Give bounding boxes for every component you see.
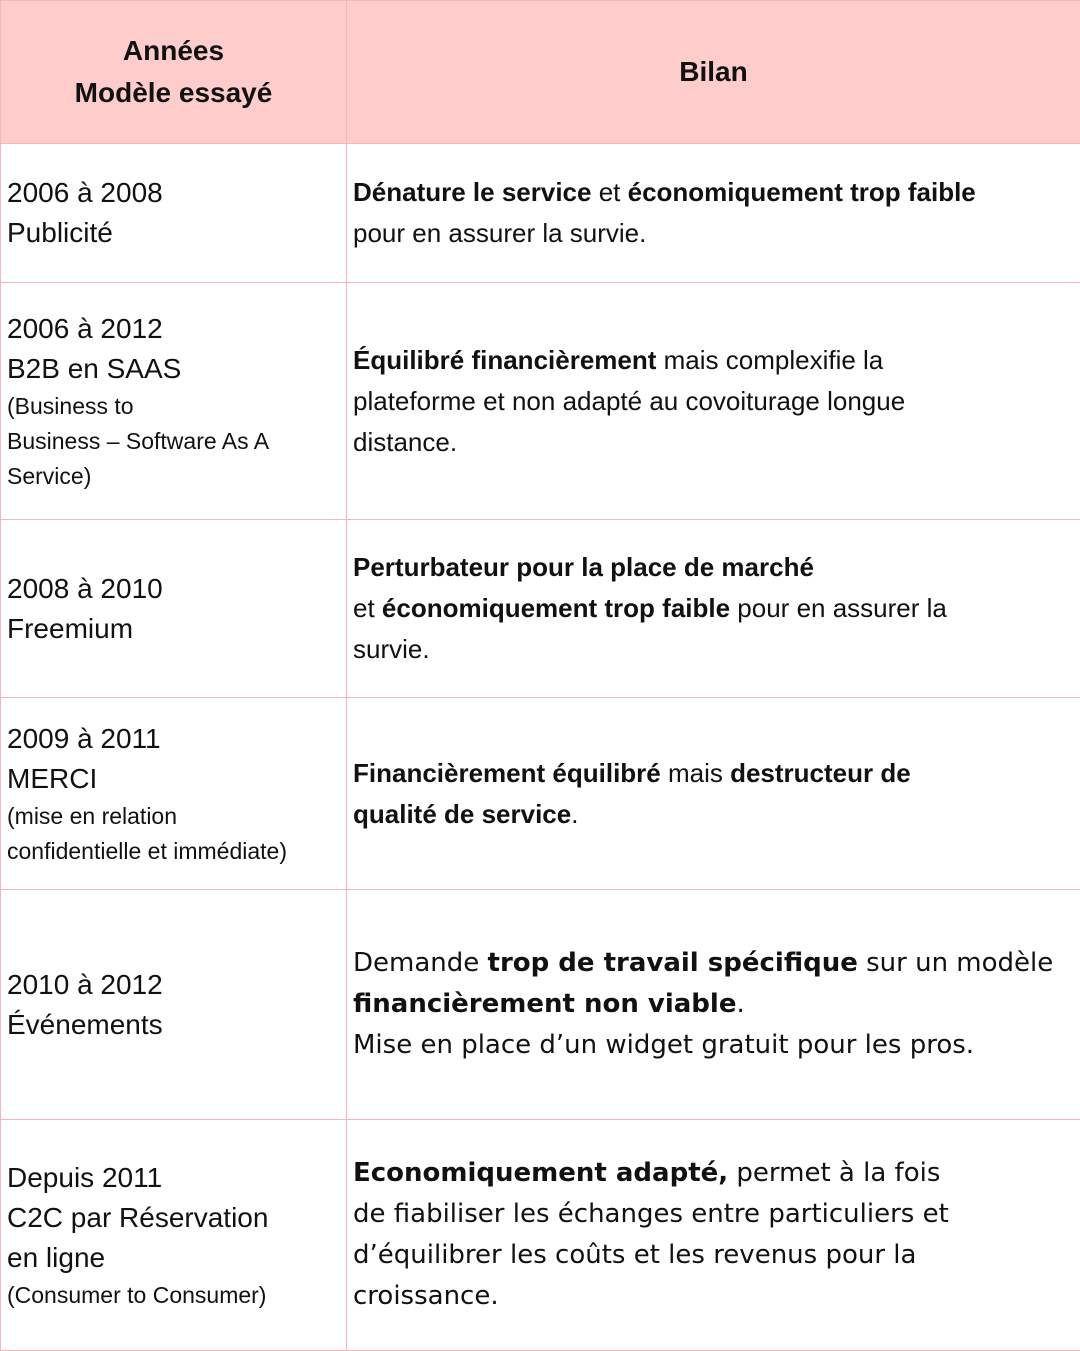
row-model: Publicité (7, 213, 340, 253)
row-note: Business – Software As A (7, 424, 340, 459)
row-years-cell (1, 698, 347, 890)
row-bilan-cell (347, 144, 1080, 283)
bilan-text: plateforme et non adapté au covoiturage longue (353, 381, 1074, 422)
row-note: (Business to (7, 389, 340, 424)
bilan-bold: économiquement trop faible (382, 593, 730, 623)
bilan-text: pour en assurer la survie. (353, 213, 1074, 254)
row-years: 2006 à 2008 (7, 173, 340, 213)
table-row (1, 144, 1080, 283)
bilan-text: pour en assurer la (730, 593, 947, 623)
bilan-text: Demande (353, 948, 488, 978)
row-years: 2009 à 2011 (7, 719, 340, 759)
bilan-text: d’équilibrer les coûts et les revenus pour la (353, 1235, 1074, 1276)
table-row (1, 1120, 1080, 1351)
table-row (1, 890, 1080, 1120)
row-years: 2006 à 2012 (7, 309, 340, 349)
row-model: Freemium (7, 609, 340, 649)
bilan-text: distance. (353, 422, 1074, 463)
row-model: C2C par Réservation (7, 1198, 340, 1238)
table-row (1, 283, 1080, 520)
row-years-cell (1, 1120, 347, 1351)
row-model-cont: en ligne (7, 1238, 340, 1278)
row-years-cell (1, 144, 347, 283)
row-years-cell (1, 283, 347, 520)
bilan-bold: Dénature le service (353, 177, 591, 207)
row-years: Depuis 2011 (7, 1158, 340, 1198)
row-bilan-cell (347, 520, 1080, 698)
row-bilan-cell (347, 1120, 1080, 1351)
row-note: (Consumer to Consumer) (7, 1278, 340, 1313)
row-years-cell (1, 890, 347, 1120)
row-bilan-cell (347, 283, 1080, 520)
header-years-model (1, 1, 347, 144)
bilan-bold: Financièrement équilibré (353, 758, 661, 788)
bilan-text: croissance. (353, 1276, 1074, 1317)
table-row (1, 520, 1080, 698)
row-note: confidentielle et immédiate) (7, 834, 340, 869)
row-years: 2010 à 2012 (7, 965, 340, 1005)
header-bilan: Bilan (347, 1, 1080, 144)
bilan-bold: trop de travail spécifique (488, 948, 858, 978)
bilan-bold: destructeur de (730, 758, 911, 788)
header-model: Modèle essayé (7, 72, 340, 114)
bilan-text: . (571, 799, 578, 829)
row-years: 2008 à 2010 (7, 569, 340, 609)
table-header-row (1, 1, 1080, 144)
row-bilan-cell (347, 890, 1080, 1120)
row-model: B2B en SAAS (7, 349, 340, 389)
bilan-bold: qualité de service (353, 799, 571, 829)
row-years-cell (1, 520, 347, 698)
row-model: Événements (7, 1005, 340, 1045)
bilan-bold: Équilibré financièrement (353, 345, 656, 375)
bilan-text: et (591, 177, 627, 207)
bilan-bold: Perturbateur pour la place de marché (353, 552, 814, 582)
bilan-text: sur un modèle (858, 948, 1053, 978)
bilan-text: de fiabiliser les échanges entre particuliers et (353, 1194, 1074, 1235)
bilan-text: mais (661, 758, 730, 788)
bilan-text: . (736, 989, 744, 1019)
header-years: Années (7, 30, 340, 72)
bilan-bold: financièrement non viable (353, 989, 736, 1019)
bilan-text: survie. (353, 629, 1074, 670)
bilan-text: Mise en place d’un widget gratuit pour les pros. (353, 1025, 1074, 1066)
row-model: MERCI (7, 759, 340, 799)
row-note: (mise en relation (7, 799, 340, 834)
bilan-bold: Economiquement adapté, (353, 1158, 728, 1188)
bilan-text: permet à la fois (728, 1158, 940, 1188)
bilan-bold: économiquement trop faible (628, 177, 976, 207)
bilan-text: et (353, 593, 382, 623)
row-bilan-cell (347, 698, 1080, 890)
bilan-text: mais complexifie la (656, 345, 883, 375)
row-note: Service) (7, 459, 340, 494)
table-row (1, 698, 1080, 890)
